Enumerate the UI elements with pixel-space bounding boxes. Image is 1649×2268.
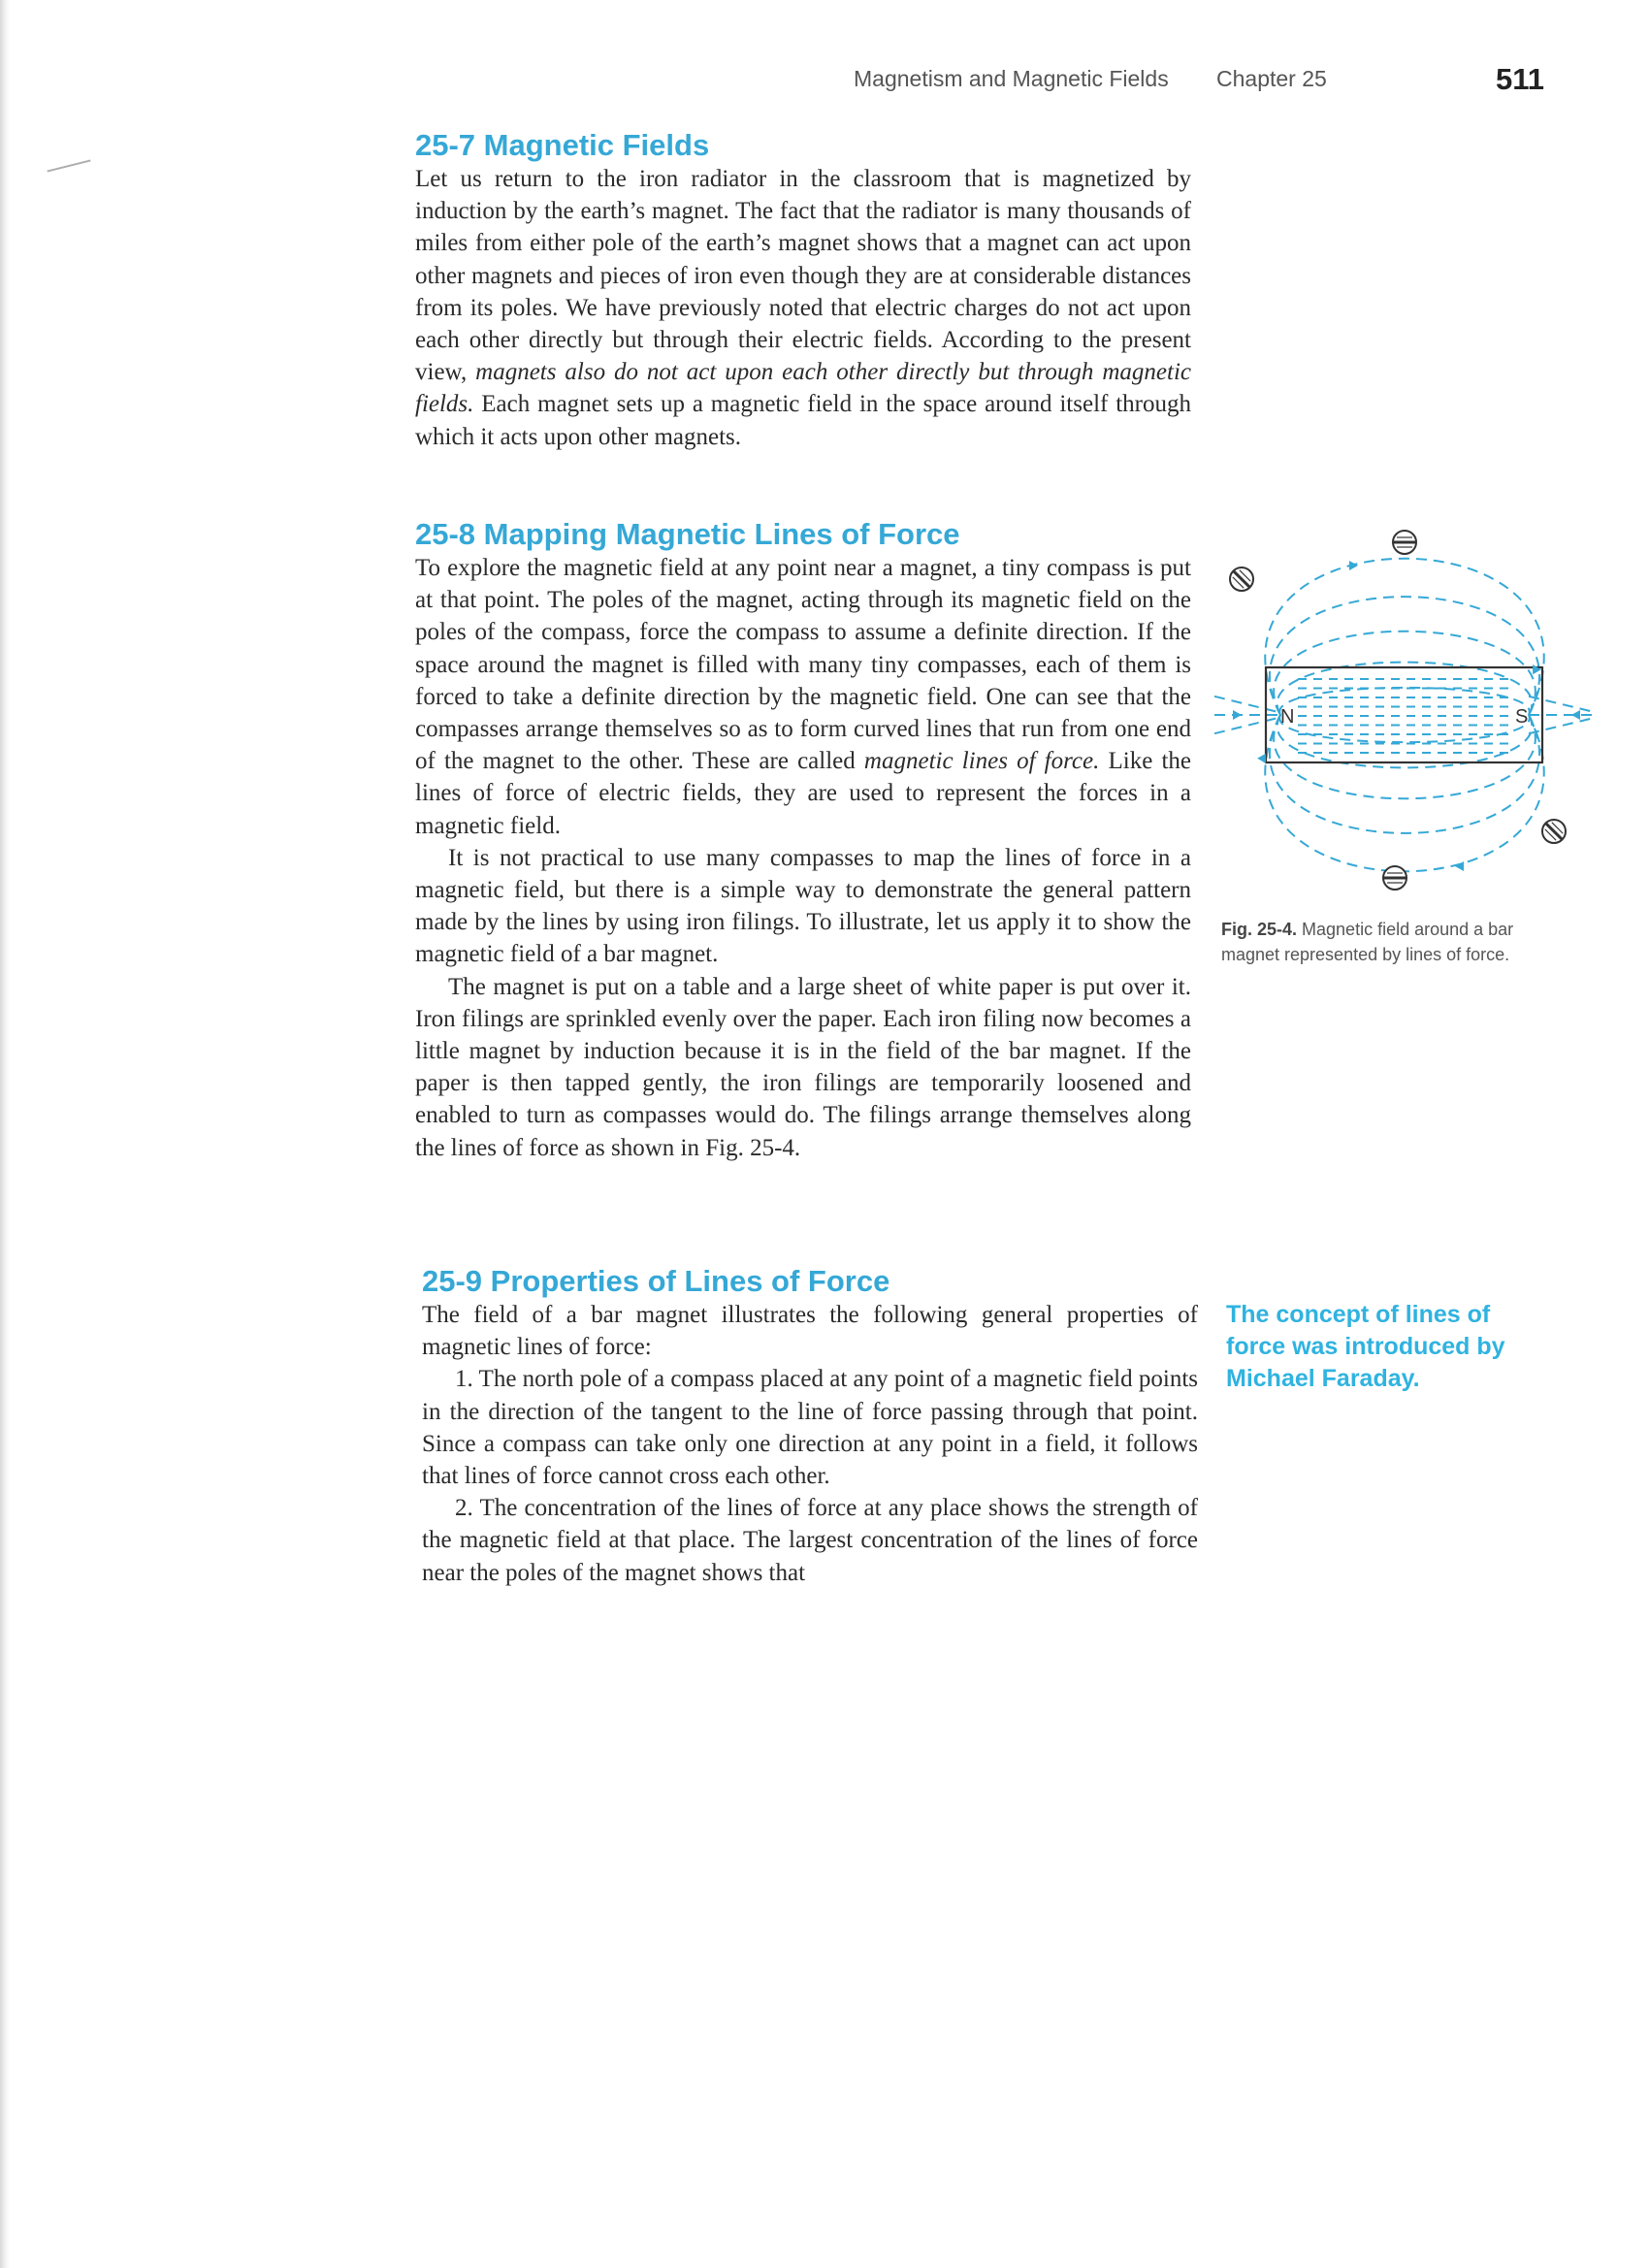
axial-field-line — [1529, 697, 1597, 713]
north-pole-label: N — [1280, 706, 1295, 728]
section-heading: 25-8 Mapping Magnetic Lines of Force — [415, 517, 960, 551]
scan-mark — [47, 159, 90, 172]
paragraph — [422, 1299, 1198, 1363]
text-run: The field of a bar magnet illustrates the following general properties of magnetic lines of force: — [422, 1302, 1198, 1361]
text-run: Let us return to the iron radiator in the classroom that is magnetized by induction by the earth’s magnet. The fact that the radiator is many thousands of miles from either pole of the earth’s magnet shows that a magnet can act upon other magnets and pieces of iron even though they are at considerable distances from its poles. We have previously noted that electric charges do not act upon each other directly but through their electric fields. According to the present view, — [415, 166, 1191, 386]
iron-filings — [1298, 679, 1508, 753]
compass-icon — [1225, 563, 1258, 596]
text-run: It is not practical to use many compasses to map the lines of force in a magnetic field, but there is a simple way to demonstrate the general pattern made by the lines by using iron filings. To illustrate, let us apply it to show the magnetic field of a bar magnet. — [415, 844, 1191, 968]
compass-icon — [1537, 815, 1570, 848]
text-run: To explore the magnetic field at any point near a magnet, a tiny compass is put at that point. The poles of the magnet, acting through its magnetic field on the poles of the compass, force the compass to assume a definite direction. If the space around the magnet is filled with many tiny compasses, each of them is forced to take a definite direction by the magnetic field. One can see that the compasses arrange themselves so as to form curved lines that run from one end of the magnet to the other. These are called — [415, 555, 1191, 775]
section-25-7 — [415, 128, 1191, 453]
section-heading: 25-9 Properties of Lines of Force — [422, 1264, 890, 1298]
section-25-8 — [415, 517, 1191, 1164]
section-25-9 — [422, 1264, 1198, 1589]
text-run: 2. The concentration of the lines of force at any place shows the strength of the magnetic field at that place. The largest concentration of the lines of force near the poles of the magnet shows that — [422, 1495, 1198, 1586]
section-body — [422, 1299, 1198, 1589]
compass-icon — [1383, 866, 1406, 890]
italic-text: magnets also do not act upon each other directly but through magnetic fields. — [415, 359, 1191, 418]
field-arrow-icon — [1233, 710, 1242, 720]
section-body — [415, 552, 1191, 1164]
axial-field-line — [1529, 717, 1597, 733]
paragraph — [415, 552, 1191, 842]
paragraph — [422, 1363, 1198, 1492]
text-run: Like the lines of force of electric fields, they are used to represent the forces in a magnetic field. — [415, 748, 1192, 839]
paragraph — [415, 163, 1191, 453]
text-run: Each magnet sets up a magnetic field in the space around itself through which it acts upon other magnets. — [415, 391, 1191, 450]
field-arrow-icon — [1349, 561, 1358, 570]
paragraph — [422, 1492, 1198, 1589]
figure-bar-magnet-field — [1212, 509, 1600, 907]
field-lines — [1214, 559, 1597, 872]
field-line — [1270, 715, 1539, 833]
south-pole-label: S — [1515, 706, 1529, 728]
field-line — [1270, 597, 1539, 715]
paragraph — [415, 971, 1191, 1164]
axial-field-line — [1214, 717, 1280, 733]
field-line — [1277, 715, 1533, 767]
running-head-title: Magnetism and Magnetic Fields — [854, 66, 1169, 91]
field-line — [1279, 715, 1530, 742]
figure-caption-label: Fig. 25-4. — [1221, 920, 1298, 939]
magnetic-field-diagram — [1212, 509, 1600, 907]
field-line — [1265, 715, 1543, 871]
margin-note: The concept of lines of force was introduced by Michael Faraday. — [1226, 1301, 1505, 1392]
paragraph — [415, 842, 1191, 971]
italic-text: magnetic lines of force. — [863, 748, 1100, 775]
text-run: The magnet is put on a table and a large sheet of white paper is put over it. Iron filings are sprinkled evenly over the paper. Each iron filing now becomes a little magnet by induction because it is in the field of the bar magnet. If the paper is then tapped gently, the iron filings are temporarily loosened and enabled to turn as compasses would do. The filings arrange themselves along the lines of force as shown in Fig. 25-4. — [415, 973, 1191, 1161]
running-head — [854, 62, 1552, 101]
field-line — [1265, 559, 1543, 715]
field-line — [1279, 688, 1530, 715]
compass-icon — [1393, 531, 1416, 554]
page-number: 511 — [1495, 62, 1544, 96]
section-body — [415, 163, 1191, 453]
field-arrow-icon — [1257, 754, 1270, 766]
field-arrow-icon — [1455, 861, 1464, 871]
running-head-chapter: Chapter 25 — [1216, 66, 1327, 91]
field-arrow-icon — [1571, 710, 1580, 720]
text-run: 1. The north pole of a compass placed at any point of a magnetic field points in the direction of the tangent to the line of force passing through that point. Since a compass can take only one direction at any point in a field, it follows that lines of force cannot cross each other. — [422, 1366, 1198, 1490]
figure-caption — [1221, 917, 1551, 967]
axial-field-line — [1214, 697, 1280, 713]
page-edge-shadow — [0, 0, 10, 2268]
section-heading: 25-7 Magnetic Fields — [415, 128, 710, 162]
figure-caption-text: Magnetic field around a bar magnet represented by lines of force. — [1221, 920, 1514, 964]
